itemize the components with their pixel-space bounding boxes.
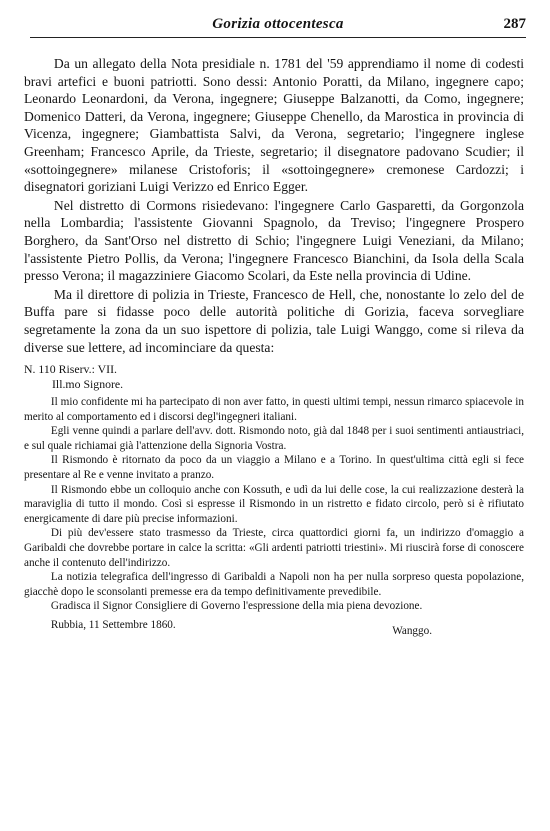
letter-paragraph-6: La notizia telegrafica dell'ingresso di Garibaldi a Napoli non ha per nulla sorpreso questa popolazione, giacchè dopo le sconsolanti premesse era da tempo definitivamente prevedibile. [24,571,524,598]
letter-date-place: Rubbia, 11 Settembre 1860. [50,619,176,631]
letter-closing [24,616,524,640]
running-header [30,16,526,40]
letter-signature: Wanggo. [392,625,432,637]
running-title: Gorizia ottocentesca [212,16,344,32]
body-paragraph-1: Da un allegato della Nota presidiale n. 1781 del '59 apprendiamo il nome di codesti bravi artefici e buoni patriotti. Sono dessi: Antonio Poratti, da Milano, ingegnere capo; Leonardo Leonardoni, da Verona, ingegnere; Giuseppe Balzanotti, da Como, ingegnere; Domenico Datteri, da Verona, ingegnere; Giuseppe Chenello, da Marostica in provincia di Vicenza, ingegnere; Giambattista Salvi, da Verona, segretario; l'ingegnere inglese Greenham; Francesco Aprile, da Trieste, segretario; il disegnatore padovano Scudier; il «sottoingegnere» milanese Cristoforis; il «sottoingegnere» cremonese Cardozzi; i disegnatori goriziani Luigi Verizzo ed Enrico Egger. [24,56,524,195]
quoted-letter [24,395,524,640]
letter-paragraph-7: Gradisca il Signor Consigliere di Governo l'espressione della mia piena devozione. [50,600,423,613]
letter-paragraph-1: Il mio confidente mi ha partecipato di non aver fatto, in questi ultimi tempi, nessun rimarco spiacevole in merito al comportamento ed i discorsi degl'ingegneri italiani. [24,396,524,423]
letter-salutation: Ill.mo Signore. [52,377,124,392]
body-paragraph-3: Ma il direttore di polizia in Trieste, Francesco de Hell, che, nonostante lo zelo del de Buffa pare si fidasse poco delle autorità politiche di Gorizia, faceva sorvegliare segretamente la zona da un suo ispettore di polizia, tale Luigi Wanggo, come si rileva da diverse sue lettere, ad incominciare da questa: [24,286,524,355]
letter-paragraph-3: Il Rismondo è ritornato da poco da un viaggio a Milano e a Torino. In quest'ultima città egli si fece presentare al Re e venne invitato a pranzo. [24,454,524,482]
page-number: 287 [503,16,526,32]
letter-reference: N. 110 Riserv.: VII. [24,362,117,377]
body-paragraph-2: Nel distretto di Cormons risiedevano: l'ingegnere Carlo Gasparetti, da Gorgonzola nella Lombardia; l'assistente Giovanni Spagnolo, da Treviso; l'ingegnere Prospero Borghero, da Sant'Orso nel distretto di Schio; l'ingegnere Luigi Veneziani, da Milano; l'assistente Pietro Pollis, da Verona; l'ingegnere Francesco Bianchini, da Isola della Scala presso Verona; il magazziniere Giacomo Scolari, da Este nella provincia di Udine. [24,197,524,284]
letter-paragraph-2: Egli venne quindi a parlare dell'avv. dott. Rismondo noto, già dal 1848 per i suoi sentimenti antiaustriaci, e sul quale richiamai già l'attenzione della Signoria Vostra. [24,425,524,452]
page-body [24,55,524,640]
header-rule [30,37,526,38]
letter-paragraph-4: Il Rismondo ebbe un colloquio anche con Kossuth, e udì da lui delle cose, la cui realizzazione desterà la maraviglia di tutto il mondo. Così si espresse il Rismondo in un ristretto e fidato circolo, però si è rifiutato energicamente di dare più precise informazioni. [24,483,524,525]
letter-paragraph-5: Di più dev'essere stato trasmesso da Trieste, circa quattordici giorni fa, un indirizzo d'omaggio a Garibaldi che dovrebbe portare in calce la scritta: «Gli ardenti patriotti triestini». Mi riuscirà forse di conoscere anche il contenuto dell'indirizzo. [24,527,524,569]
